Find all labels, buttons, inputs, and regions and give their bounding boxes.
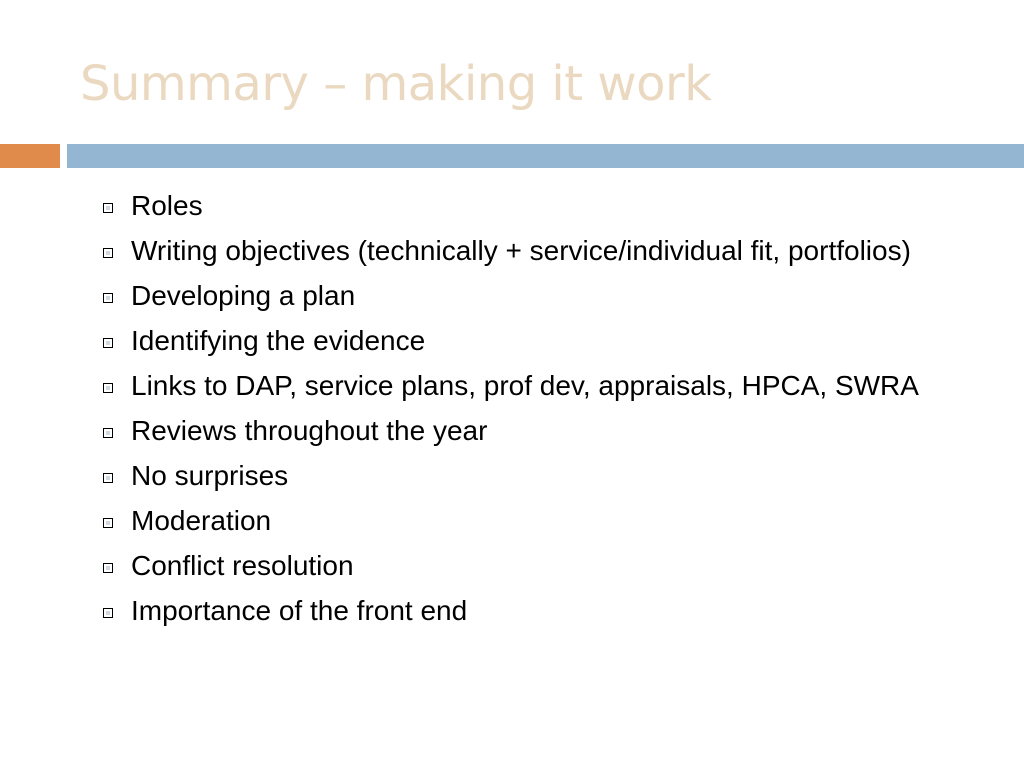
bullet-text: Roles (131, 190, 203, 221)
square-bullet-icon (103, 293, 113, 303)
square-bullet-icon (103, 383, 113, 393)
bullet-text: Links to DAP, service plans, prof dev, appraisals, HPCA, SWRA (131, 370, 919, 401)
square-bullet-icon (103, 428, 113, 438)
bullet-text: Developing a plan (131, 280, 356, 311)
bullet-item (100, 368, 980, 404)
square-bullet-icon (103, 608, 113, 618)
bullet-text: Reviews throughout the year (131, 415, 488, 446)
square-bullet-icon (103, 203, 113, 213)
bullet-text: Writing objectives (technically + service/individual fit, portfolios) (131, 235, 911, 266)
bullet-text: Identifying the evidence (131, 325, 426, 356)
bullet-text: No surprises (131, 460, 289, 491)
bullet-list (100, 188, 980, 638)
slide-title: Summary – making it work (80, 56, 712, 112)
bullet-item (100, 188, 980, 224)
accent-bar-right (67, 144, 1024, 168)
square-bullet-icon (103, 248, 113, 258)
bullet-item (100, 548, 980, 584)
bullet-text: Conflict resolution (131, 550, 354, 581)
square-bullet-icon (103, 563, 113, 573)
bullet-text: Moderation (131, 505, 272, 536)
square-bullet-icon (103, 473, 113, 483)
bullet-text: Importance of the front end (131, 595, 468, 626)
accent-bar-left (0, 144, 60, 168)
bullet-item (100, 593, 980, 629)
bullet-item (100, 233, 980, 269)
bullet-item (100, 278, 980, 314)
bullet-item (100, 323, 980, 359)
square-bullet-icon (103, 338, 113, 348)
bullet-item (100, 503, 980, 539)
square-bullet-icon (103, 518, 113, 528)
bullet-item (100, 458, 980, 494)
bullet-item (100, 413, 980, 449)
